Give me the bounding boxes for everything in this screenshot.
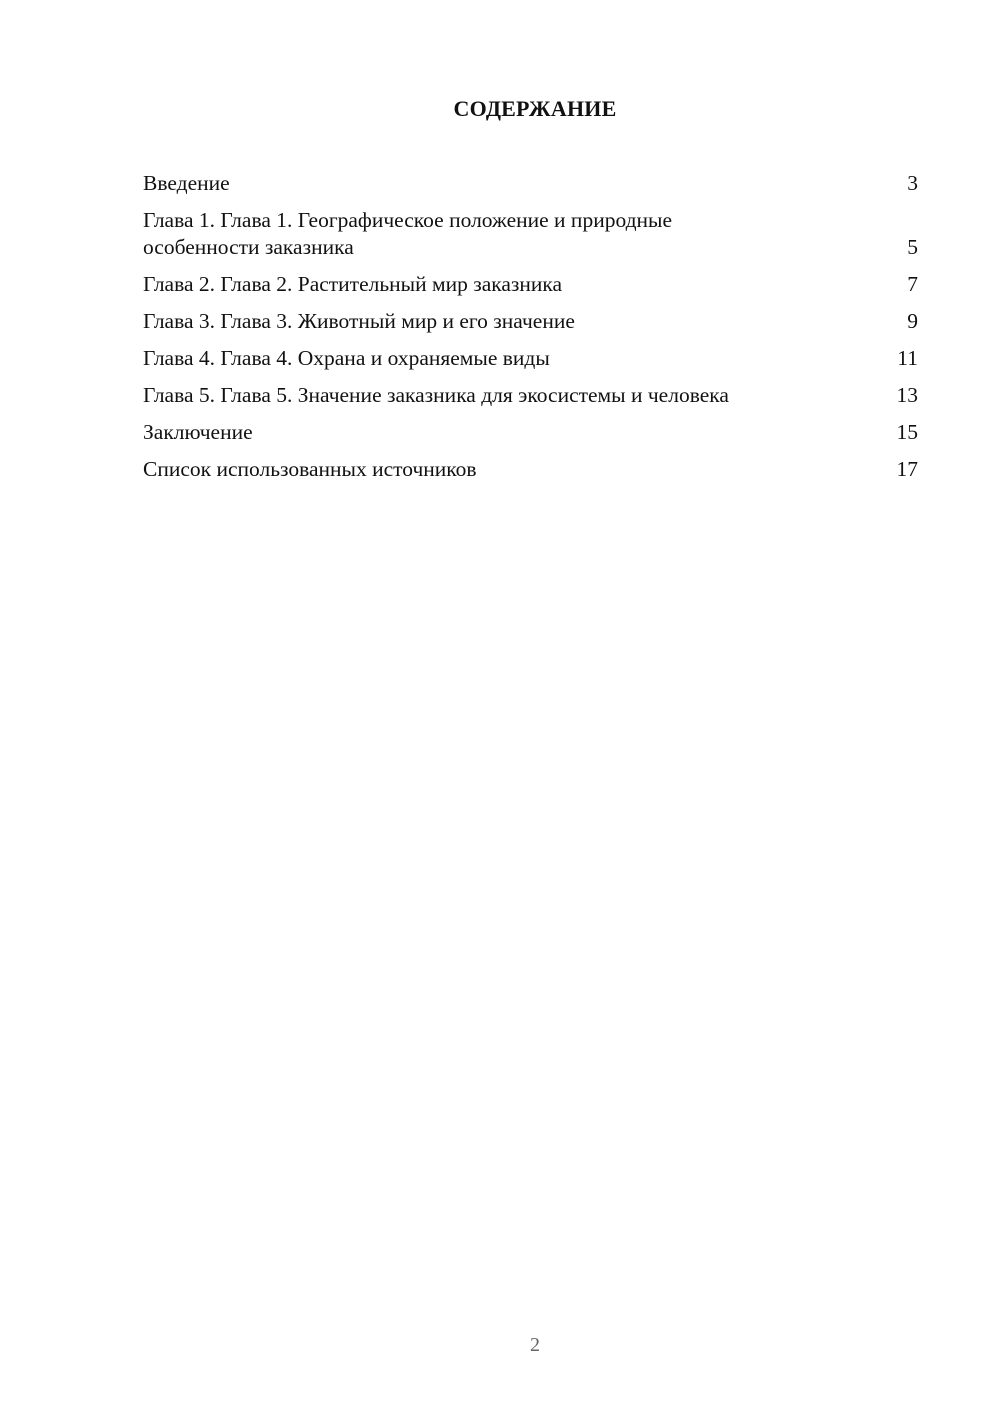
toc-entry-chapter-5 [143, 382, 918, 409]
toc-entry-text: Глава 4. Глава 4. Охрана и охраняемые виды [143, 346, 550, 370]
toc-entry-chapter-4 [143, 345, 918, 372]
toc-entry-page: 3 [907, 171, 918, 195]
toc-title: СОДЕРЖАНИЕ [453, 96, 617, 121]
toc-entry-page: 9 [907, 309, 918, 333]
page-number: 2 [530, 1334, 540, 1356]
toc-entry-references [143, 456, 918, 483]
toc-entry-chapter-3 [143, 308, 918, 335]
toc-entry-text: Глава 1. Глава 1. Географическое положение и природные особенности заказника [143, 208, 673, 259]
toc-entry-chapter-2 [143, 271, 918, 298]
toc-entry-chapter-1 [143, 207, 918, 261]
toc-entry-text: Глава 2. Глава 2. Растительный мир заказника [143, 272, 563, 296]
toc-entry-page: 7 [907, 272, 918, 296]
toc-entry-page: 17 [896, 457, 918, 481]
toc-entry-page: 5 [907, 235, 918, 259]
table-of-contents [143, 170, 918, 493]
toc-entry-text: Введение [143, 171, 230, 195]
toc-entry-introduction [143, 170, 918, 197]
toc-entry-text: Заключение [143, 420, 253, 444]
toc-entry-page: 13 [896, 383, 918, 407]
toc-entry-page: 15 [896, 420, 918, 444]
toc-entry-conclusion [143, 419, 918, 446]
toc-entry-text: Глава 5. Глава 5. Значение заказника для экосистемы и человека [143, 383, 729, 407]
toc-entry-text: Список использованных источников [143, 457, 477, 481]
toc-entry-text: Глава 3. Глава 3. Животный мир и его значение [143, 309, 575, 333]
toc-entry-page: 11 [897, 346, 918, 370]
